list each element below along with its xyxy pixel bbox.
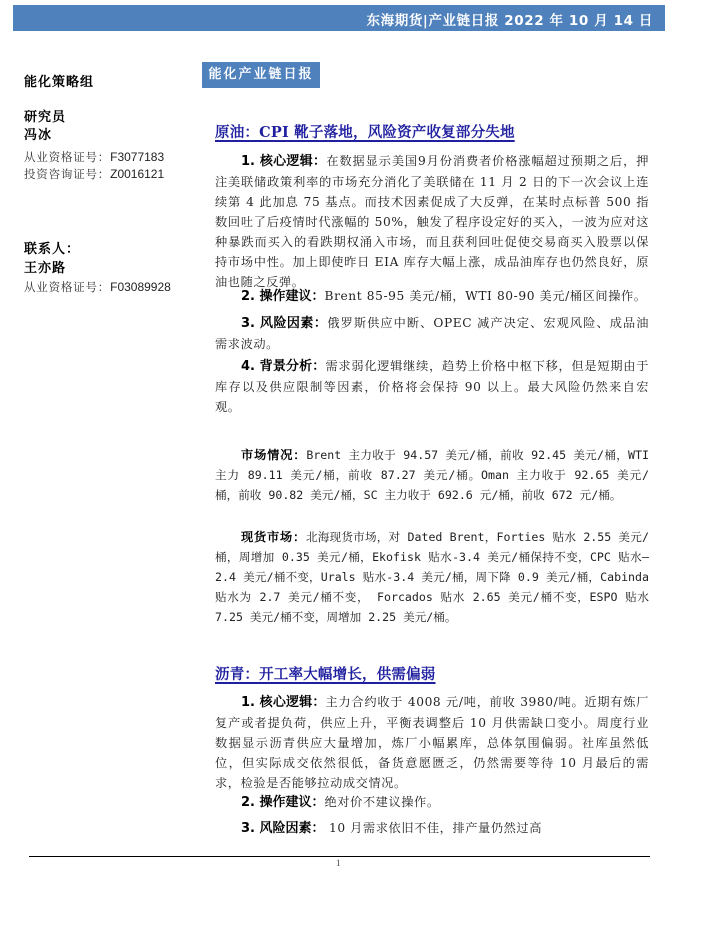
crude-core-logic (215, 151, 649, 292)
asphalt-risk-factors (215, 818, 649, 839)
asphalt-operation-advice-label: 2. 操作建议： (241, 795, 325, 810)
researcher-cert (24, 149, 164, 166)
researcher-invest-label: 投资咨询证号： (24, 167, 111, 181)
researcher-invest-cert (24, 166, 164, 183)
crude-risk-factors-label: 3. 风险因素： (241, 316, 328, 331)
researcher-name: 冯冰 (24, 128, 53, 143)
crude-market-situation (215, 445, 649, 505)
crude-core-logic-text: 在数据显示美国9月份消费者价格涨幅超过预期之后，押注美联储政策利率的市场充分消化了美联储在 11 月 2 日的下一次会议上连续第 4 此加息 75 基点。而技术因素促成了大反弹，在某时点标普 500 指数回吐了后疫情时代涨幅的 50%，触发了程序设定好的买入，一波为应对这种暴跌而买入的看跌期权涌入市场，而且获利回吐促使交易商买入股票以保持市场中性。加上即使昨日 EIA 库存大幅上涨，成品油库存也仍然良好，原油也随之反弹。 (215, 154, 649, 289)
asphalt-risk-factors-label: 3. 风险因素： (241, 821, 325, 836)
asphalt-risk-factors-text: 10 月需求依旧不佳，排产量仍然过高 (324, 821, 542, 835)
contact-cert-value: F03089928 (110, 280, 171, 294)
crude-market-situation-text: Brent 主力收于 94.57 美元/桶，前收 92.45 美元/桶，WTI 主力 89.11 美元/桶，前收 87.27 美元/桶。Oman 主力收于 92.65 美元/桶，前收 90.82 美元/桶，SC 主力收于 692.6 元/桶，前收 672 元/桶。 (215, 448, 650, 502)
contact-cert (24, 279, 171, 296)
header-title: 东海期货|产业链日报 2022 年 10 月 14 日 (366, 13, 653, 29)
crude-spot-market (215, 527, 649, 627)
crude-operation-advice (215, 286, 649, 307)
strategy-group-label: 能化策略组 (24, 75, 95, 90)
section-tag: 能化产业链日报 (202, 62, 320, 88)
crude-background-analysis-label: 4. 背景分析： (241, 359, 326, 374)
asphalt-core-logic (215, 692, 649, 793)
contact-name: 王亦路 (24, 261, 67, 276)
header-bar (13, 5, 665, 31)
crude-risk-factors-text: 俄罗斯供应中断、OPEC 减产决定、宏观风险、成品油需求波动。 (215, 316, 649, 351)
asphalt-operation-advice-text: 绝对价不建议操作。 (324, 795, 440, 809)
asphalt-section-title[interactable]: 沥青：开工率大幅增长，供需偏弱 (215, 666, 436, 683)
researcher-heading: 研究员 (24, 110, 67, 125)
contact-cert-label: 从业资格证号： (24, 280, 111, 294)
footer-divider (29, 856, 650, 857)
page-number: 1 (336, 858, 341, 868)
crude-oil-section-title[interactable]: 原油：CPI 靴子落地，风险资产收复部分失地 (215, 124, 515, 141)
researcher-cert-value: F3077183 (110, 150, 165, 164)
crude-background-analysis-text: 需求弱化逻辑继续，趋势上价格中枢下移，但是短期由于库存以及供应限制等因素，价格将会保持 90 以上。最大风险仍然来自宏观。 (215, 359, 650, 414)
crude-operation-advice-text: Brent 85-95 美元/桶，WTI 80-90 美元/桶区间操作。 (324, 289, 647, 303)
crude-spot-market-text: 北海现货市场，对 Dated Brent，Forties 贴水 2.55 美元/桶，周增加 0.35 美元/桶，Ekofisk 贴水-3.4 美元/桶保持不变，CPC 贴水—2.4 美元/桶不变，Urals 贴水-3.4 美元/桶，周下降 0.9 美元/桶，Cabinda 贴水为 2.7 美元/桶不变， Forcados 贴水 2.65 美元/桶不变，ESPO 贴水 7.25 美元/桶不变，周增加 2.25 美元/桶。 (215, 530, 649, 624)
crude-spot-market-label: 现货市场： (241, 530, 306, 544)
researcher-invest-value: Z0016121 (110, 167, 165, 181)
researcher-cert-label: 从业资格证号： (24, 150, 111, 164)
asphalt-operation-advice (215, 792, 649, 813)
asphalt-core-logic-text: 主力合约收于 4008 元/吨，前收 3980/吨。近期有炼厂复产或者提负荷，供应上升，平衡表调整后 10 月供需缺口变小。周度行业数据显示沥青供应大量增加，炼厂小幅累库，总体氛围偏弱。社库虽然低位，但实际成交依然很低，备货意愿匮乏，仍然需要等待 10 月最后的需求，检验是否能够拉动成交情况。 (215, 695, 650, 790)
crude-operation-advice-label: 2. 操作建议： (241, 289, 325, 304)
asphalt-core-logic-label: 1. 核心逻辑： (241, 695, 326, 710)
crude-background-analysis (215, 356, 649, 417)
crude-risk-factors (215, 313, 649, 354)
crude-core-logic-label: 1. 核心逻辑： (241, 154, 327, 169)
crude-market-situation-label: 市场情况： (241, 448, 307, 462)
contact-heading: 联系人： (24, 242, 81, 257)
